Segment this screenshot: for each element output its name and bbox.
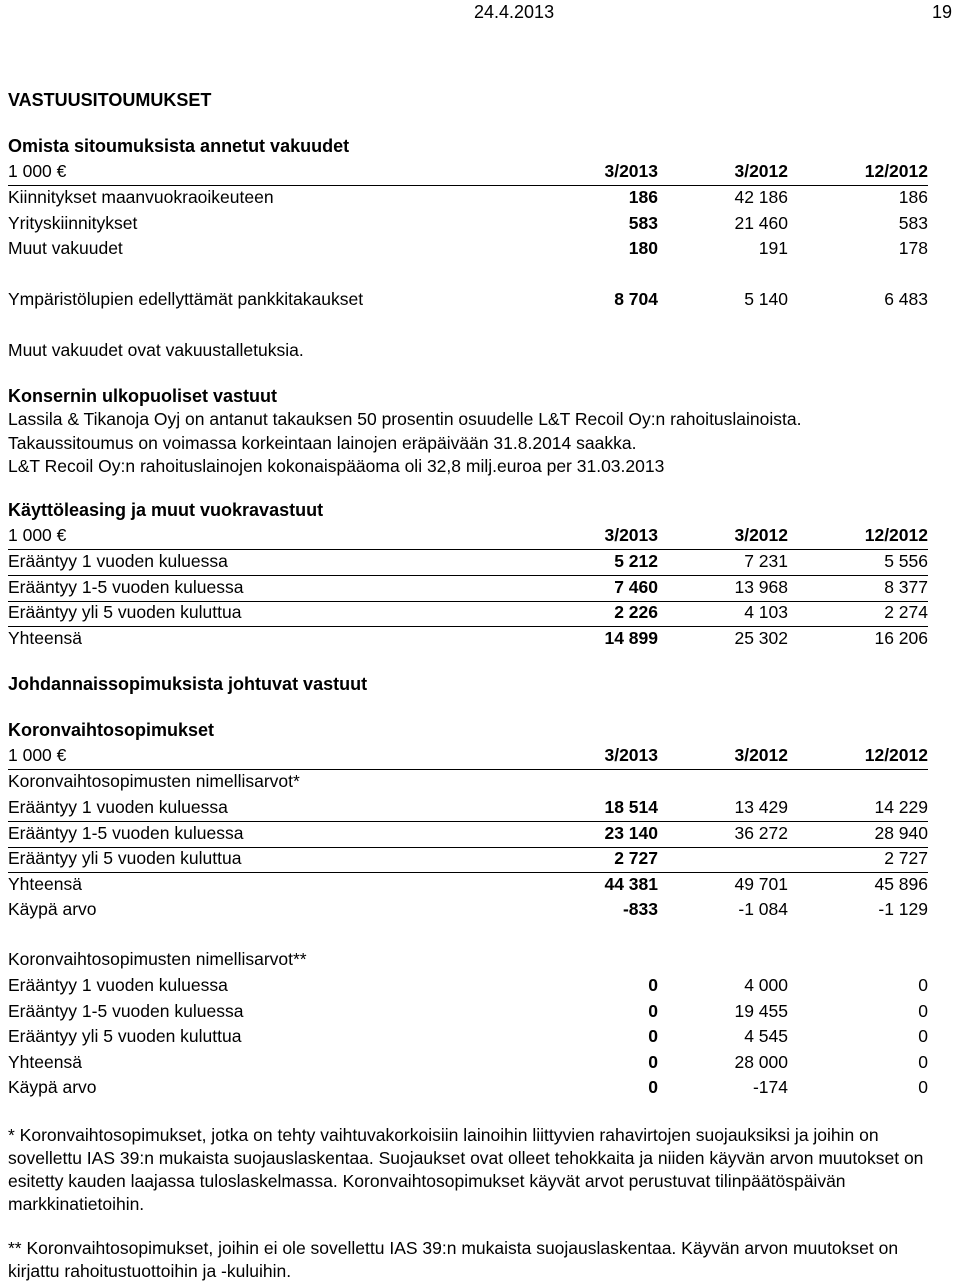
value-3-2012: 42 186 — [734, 187, 788, 207]
row-label: Kiinnitykset maanvuokraoikeuteen — [8, 187, 274, 207]
swaps-subheading: Koronvaihtosopimukset — [8, 720, 215, 740]
value-3-2013: 0 — [648, 1077, 658, 1097]
table-header — [8, 525, 928, 550]
value-3-2012: 4 545 — [744, 1026, 788, 1046]
row-label: Yhteensä — [8, 627, 82, 648]
value-3-2012: -174 — [752, 1077, 788, 1097]
value-3-2013: 0 — [648, 1000, 658, 1021]
value-3-2013: 23 140 — [604, 822, 658, 843]
value-3-2013: 8 704 — [614, 289, 658, 309]
value-3-2013: 0 — [648, 975, 658, 995]
value-12-2012: 0 — [918, 1000, 928, 1021]
value-3-2012: 36 272 — [734, 822, 788, 843]
table-row — [8, 289, 928, 313]
row-label: Erääntyy yli 5 vuoden kuluttua — [8, 848, 242, 868]
value-3-2013: 2 727 — [614, 848, 658, 868]
row-label: Erääntyy yli 5 vuoden kuluttua — [8, 1026, 242, 1046]
page-number: 19 — [931, 2, 952, 22]
group-label-nominal-1: Koronvaihtosopimusten nimellisarvot* — [8, 771, 300, 791]
value-3-2012: 49 701 — [734, 873, 788, 894]
value-12-2012: 45 896 — [874, 873, 928, 894]
value-3-2012: 13 429 — [734, 797, 788, 817]
value-3-2013: 14 899 — [604, 627, 658, 648]
value-3-2013: 3/2013 — [604, 161, 658, 181]
value-12-2012: 186 — [898, 187, 928, 207]
value-3-2013: 5 212 — [614, 551, 658, 571]
collateral-heading: Omista sitoumuksista annetut vakuudet — [8, 136, 350, 156]
table-row — [8, 577, 928, 602]
row-label: Käypä arvo — [8, 899, 97, 919]
external-line-2: Takaussitoumus on voimassa korkeintaan lainojen eräpäivään 31.8.2014 saakka. — [8, 433, 637, 453]
row-label: Käypä arvo — [8, 1077, 97, 1097]
row-label: Erääntyy 1 vuoden kuluessa — [8, 975, 228, 995]
value-12-2012: 12/2012 — [864, 525, 928, 545]
row-label: Erääntyy 1 vuoden kuluessa — [8, 797, 228, 817]
table-row — [8, 628, 928, 652]
value-3-2013: 0 — [648, 1026, 658, 1046]
value-3-2012: 25 302 — [734, 627, 788, 648]
table-row — [8, 1001, 928, 1025]
derivatives-heading: Johdannaissopimuksista johtuvat vastuut — [8, 674, 368, 694]
value-3-2013: 2 226 — [614, 602, 658, 622]
table-row — [8, 975, 928, 999]
value-12-2012: 178 — [898, 238, 928, 258]
value-3-2013: 583 — [628, 212, 658, 233]
page-title: VASTUUSITOUMUKSET — [8, 90, 212, 110]
value-12-2012: 8 377 — [884, 576, 928, 597]
value-3-2012: 4 000 — [744, 975, 788, 995]
external-line-1: Lassila & Tikanoja Oyj on antanut takauksen 50 prosentin osuudelle L&T Recoil Oy:n rahoituslainoista. — [8, 409, 802, 429]
table-row — [8, 874, 928, 898]
table-row — [8, 899, 928, 923]
value-3-2012: 28 000 — [734, 1051, 788, 1072]
value-12-2012: 6 483 — [884, 289, 928, 309]
row-label: Erääntyy 1-5 vuoden kuluessa — [8, 576, 244, 597]
table-row — [8, 238, 928, 262]
table-row — [8, 1052, 928, 1076]
value-12-2012: 0 — [918, 1077, 928, 1097]
value-12-2012: 2 274 — [884, 602, 928, 622]
value-3-2012: 5 140 — [744, 289, 788, 309]
value-3-2013: 44 381 — [604, 873, 658, 894]
footnote-2: ** Koronvaihtosopimukset, joihin ei ole sovellettu IAS 39:n mukaista suojauslaskentaa. Käyvän arvon muutokset on kirjattu rahoitustuottoihin ja -kuluihin. — [8, 1238, 899, 1281]
row-label: 1 000 € — [8, 745, 67, 765]
table-row — [8, 797, 928, 822]
table-header — [8, 745, 928, 770]
row-label: Erääntyy 1-5 vuoden kuluessa — [8, 1000, 244, 1021]
table-row — [8, 848, 928, 873]
row-label: Erääntyy 1-5 vuoden kuluessa — [8, 822, 244, 843]
value-3-2012: 3/2012 — [734, 161, 788, 181]
row-label: Yrityskiinnitykset — [8, 212, 138, 233]
value-3-2013: 7 460 — [614, 576, 658, 597]
table-row — [8, 602, 928, 627]
value-12-2012: 5 556 — [884, 551, 928, 571]
value-3-2012: 3/2012 — [734, 745, 788, 765]
row-label: 1 000 € — [8, 161, 67, 181]
value-3-2013: 18 514 — [604, 797, 658, 817]
table-row — [8, 213, 928, 237]
footnote-1: * Koronvaihtosopimukset, jotka on tehty vaihtuvakorkoisiin lainoihin liittyvien rahavirtojen suojauksiksi ja joihin on sovellettu IAS 39:n mukaista suojauslaskentaa. Suojaukset ovat olleet tehokkaita ja niiden käyvän arvon muutokset on esitetty kauden laajassa tuloslaskelmassa. Koronvaihtosopimukset käyvät arvot perustuvat tilinpäätöspäivän markkinatietoihin. — [8, 1125, 924, 1214]
value-3-2013: 180 — [628, 238, 658, 258]
row-label: Erääntyy 1 vuoden kuluessa — [8, 551, 228, 571]
value-3-2012: -1 084 — [738, 899, 788, 919]
value-12-2012: 12/2012 — [864, 161, 928, 181]
value-3-2012: 191 — [758, 238, 788, 258]
report-date: 24.4.2013 — [474, 2, 555, 22]
group-label-nominal-2: Koronvaihtosopimusten nimellisarvot** — [8, 949, 307, 969]
value-3-2013: 186 — [628, 187, 658, 207]
value-12-2012: 583 — [898, 212, 928, 233]
value-12-2012: 14 229 — [874, 797, 928, 817]
table-row — [8, 1026, 928, 1050]
value-3-2013: -833 — [622, 899, 658, 919]
value-3-2012: 7 231 — [744, 551, 788, 571]
value-3-2013: 3/2013 — [604, 745, 658, 765]
value-12-2012: 12/2012 — [864, 745, 928, 765]
value-12-2012: 0 — [918, 1026, 928, 1046]
collateral-note: Muut vakuudet ovat vakuustalletuksia. — [8, 340, 304, 360]
table-row — [8, 187, 928, 211]
row-label: Erääntyy yli 5 vuoden kuluttua — [8, 602, 242, 622]
value-12-2012: -1 129 — [878, 899, 928, 919]
value-3-2012: 19 455 — [734, 1000, 788, 1021]
value-3-2012: 13 968 — [734, 576, 788, 597]
row-label: Ympäristölupien edellyttämät pankkitakaukset — [8, 289, 364, 309]
value-3-2012: 4 103 — [744, 602, 788, 622]
table-row — [8, 823, 928, 848]
value-12-2012: 0 — [918, 1051, 928, 1072]
value-12-2012: 16 206 — [874, 627, 928, 648]
table-header — [8, 161, 928, 186]
leasing-heading: Käyttöleasing ja muut vuokravastuut — [8, 500, 324, 520]
row-label: Muut vakuudet — [8, 238, 123, 258]
value-3-2013: 0 — [648, 1051, 658, 1072]
value-3-2012: 21 460 — [734, 212, 788, 233]
row-label: Yhteensä — [8, 1051, 82, 1072]
value-3-2013: 3/2013 — [604, 525, 658, 545]
table-row — [8, 1077, 928, 1101]
value-3-2012: 3/2012 — [734, 525, 788, 545]
external-line-3: L&T Recoil Oy:n rahoituslainojen kokonaispääoma oli 32,8 milj.euroa per 31.03.2013 — [8, 456, 665, 476]
external-heading: Konsernin ulkopuoliset vastuut — [8, 386, 278, 406]
table-row — [8, 551, 928, 576]
value-12-2012: 2 727 — [884, 848, 928, 868]
row-label: 1 000 € — [8, 525, 67, 545]
value-12-2012: 0 — [918, 975, 928, 995]
row-label: Yhteensä — [8, 873, 82, 894]
value-12-2012: 28 940 — [874, 822, 928, 843]
